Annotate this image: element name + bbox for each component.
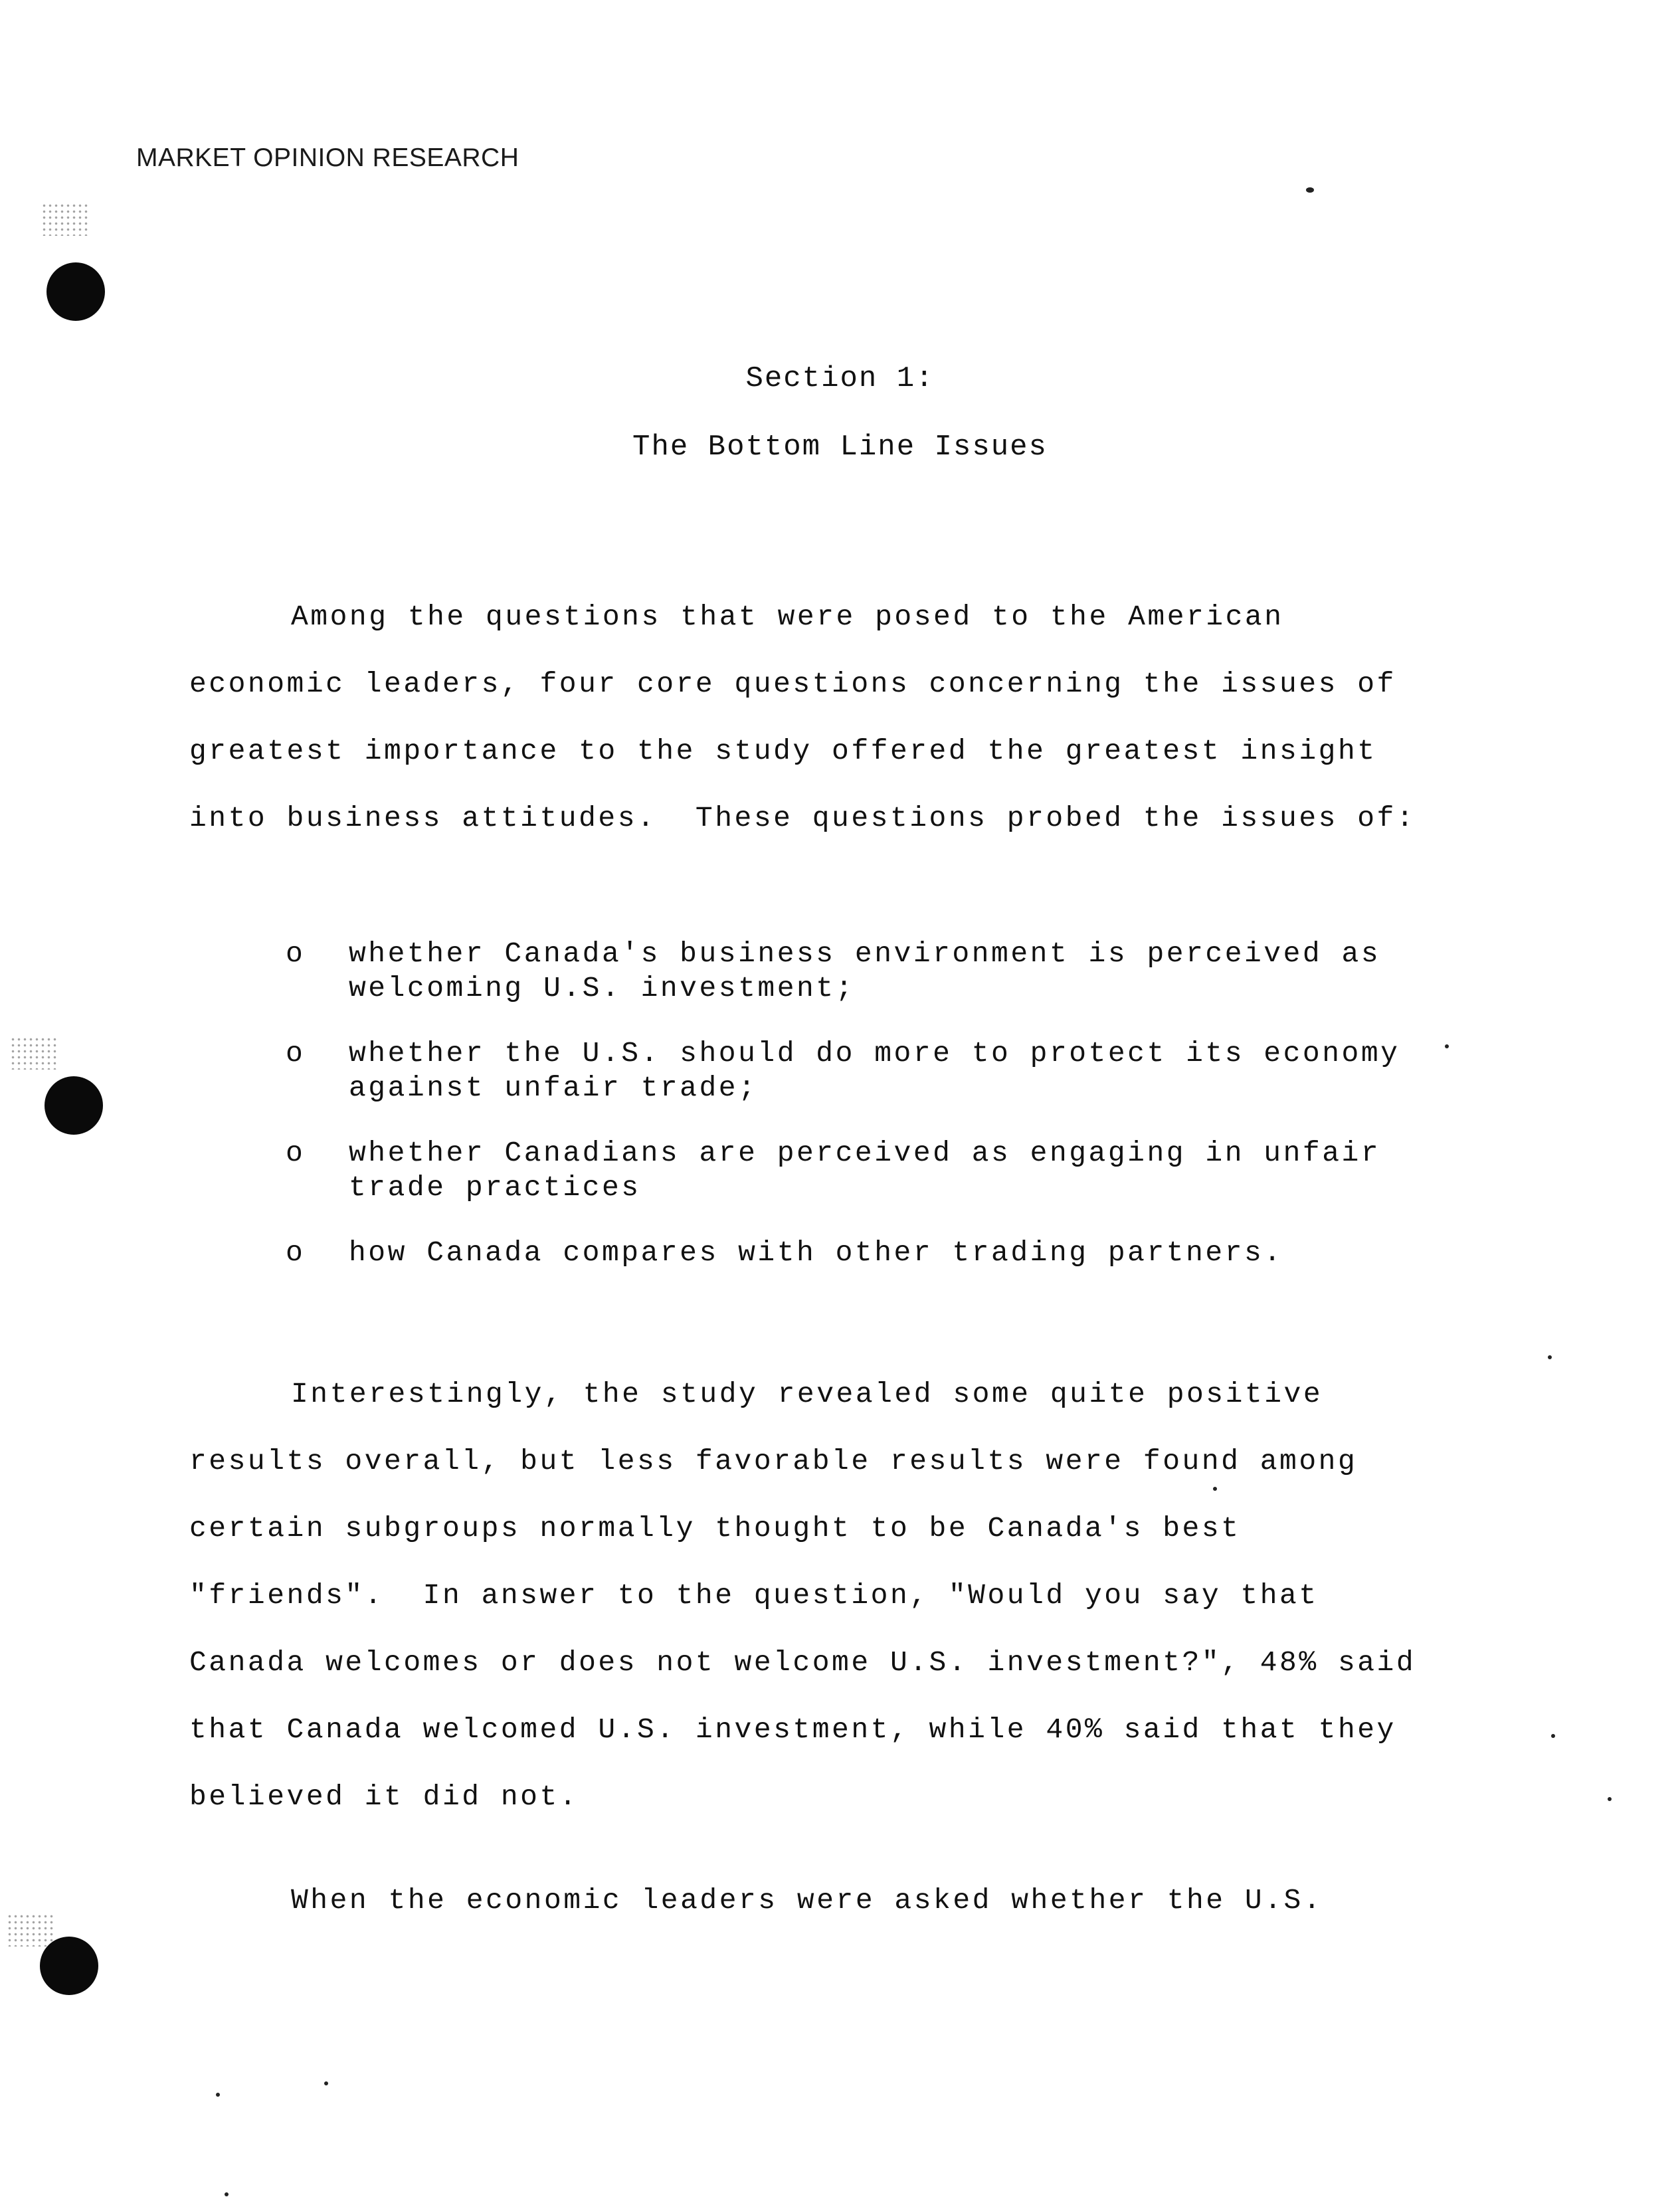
paragraph-text: When the economic leaders were asked whether the U.S. — [291, 1884, 1323, 1917]
scan-speck — [216, 2093, 220, 2097]
punch-hole — [47, 262, 105, 321]
punch-hole — [45, 1076, 103, 1135]
bullet-marker: o — [286, 937, 306, 970]
bullet-marker: o — [286, 1236, 306, 1269]
bullet-list — [286, 937, 1481, 1301]
paragraph — [189, 1867, 1451, 1934]
letterhead: MARKET OPINION RESEARCH — [136, 144, 519, 172]
scan-speck — [1551, 1734, 1555, 1738]
list-item-text: whether the U.S. should do more to protect its economy against unfair trade; — [349, 1037, 1400, 1104]
scan-speck — [1548, 1355, 1552, 1359]
list-item — [286, 1036, 1481, 1105]
list-item — [286, 1136, 1481, 1205]
paragraph — [189, 583, 1451, 852]
scan-speck — [225, 2192, 229, 2196]
list-item-text: whether Canadians are perceived as engaging in unfair trade practices — [349, 1137, 1381, 1204]
bullet-marker: o — [286, 1037, 306, 1070]
bullet-marker: o — [286, 1137, 306, 1169]
list-item — [286, 1236, 1481, 1270]
paragraph — [189, 1361, 1451, 1830]
list-item-text: how Canada compares with other trading partners. — [349, 1236, 1283, 1269]
section-heading: Section 1: — [745, 362, 935, 395]
paragraph-text: Interestingly, the study revealed some quite positive results overall, but less favorable results were found among certain subgroups normally thought to be Canada's best "friends". In answer to the question, "Would you say that Canada welcomes or does not welcome U.S. investment?", 48% said that Canada welcomed U.S. investment, while 40% said that they believed it did not. — [189, 1378, 1436, 1813]
punch-hole-debris — [10, 1036, 56, 1070]
list-item-text: whether Canada's business environment is perceived as welcoming U.S. investment; — [349, 937, 1381, 1005]
scan-speck — [1608, 1797, 1612, 1801]
punch-hole-debris — [7, 1913, 53, 1947]
section-subheading: The Bottom Line Issues — [632, 431, 1048, 464]
scan-speck — [324, 2081, 328, 2085]
punch-hole-debris — [41, 203, 88, 236]
list-item — [286, 937, 1481, 1006]
paragraph-text: Among the questions that were posed to the American economic leaders, four core questions concerning the issues of greatest importance to the study offered the greatest insight into business attitudes. These questions probed the issues of: — [189, 601, 1416, 834]
punch-hole — [40, 1937, 98, 1995]
scan-speck — [1306, 187, 1314, 193]
